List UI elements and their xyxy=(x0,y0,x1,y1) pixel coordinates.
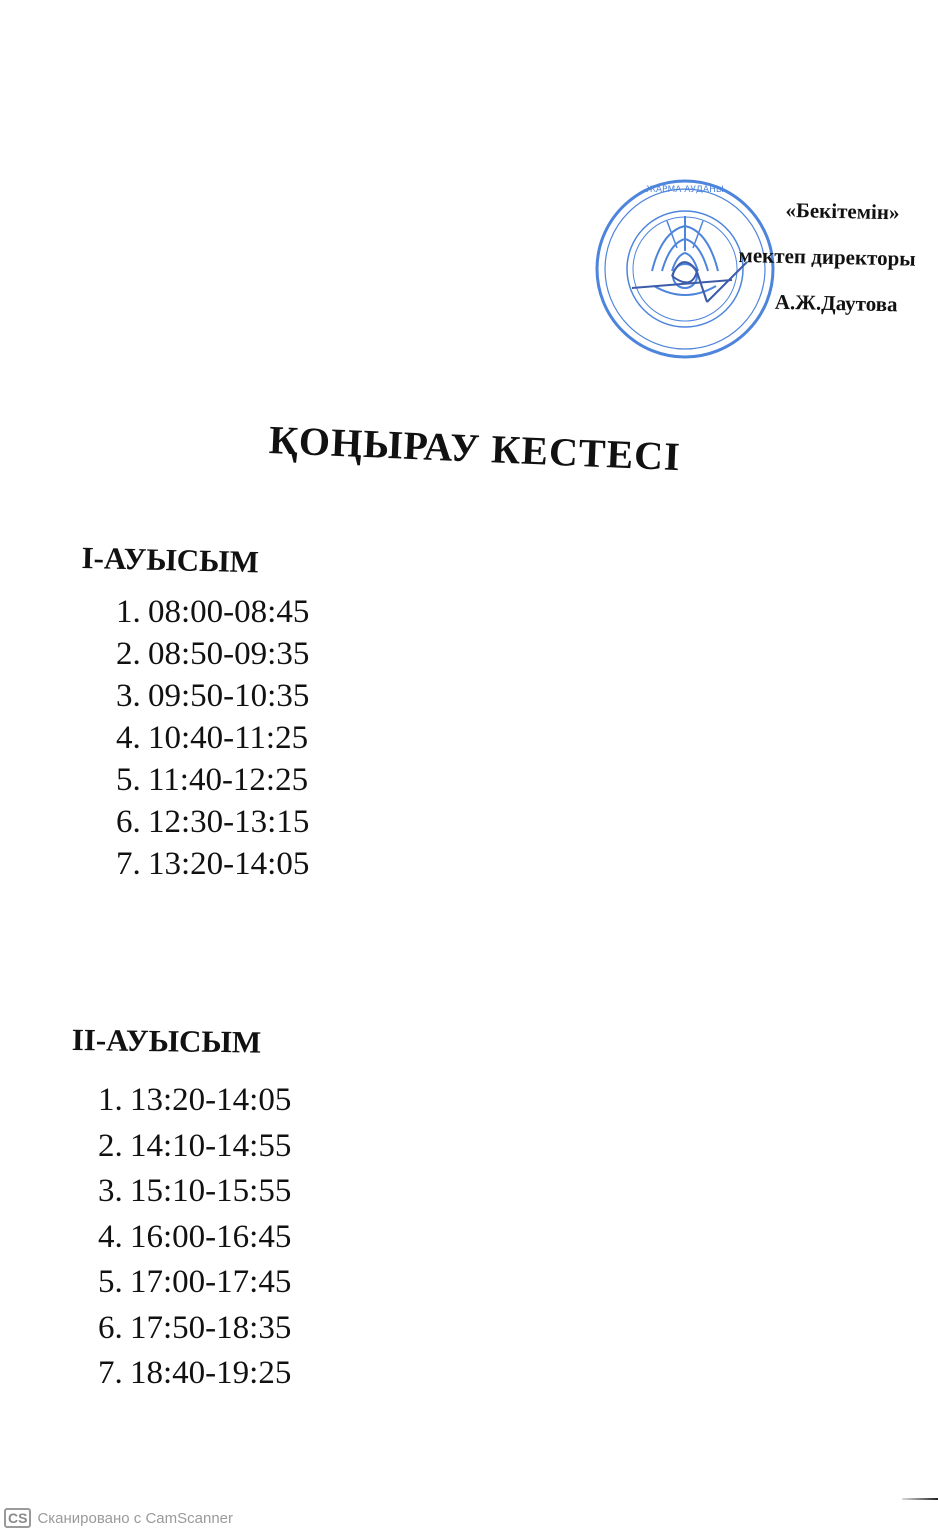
camscanner-logo-icon: CS xyxy=(4,1508,31,1528)
approver-position: мектеп директоры xyxy=(738,242,916,271)
lesson-row: 3. 15:10-15:55 xyxy=(98,1173,292,1209)
lesson-row: 3. 09:50-10:35 xyxy=(116,678,310,714)
watermark-text: Сканировано с CamScanner xyxy=(37,1509,234,1527)
lesson-time: 16:00-16:45 xyxy=(130,1218,292,1255)
svg-text:ЖАРМА АУДАНЫ: ЖАРМА АУДАНЫ xyxy=(646,185,724,195)
lesson-row: 4. 10:40-11:25 xyxy=(116,720,309,756)
shift-1-heading: I-АУЫСЫМ xyxy=(81,540,260,580)
approver-name: А.Ж.Даутова xyxy=(774,289,898,317)
lesson-time: 13:20-14:05 xyxy=(148,846,310,882)
lesson-row: 5. 17:00-17:45 xyxy=(98,1264,292,1300)
lesson-time: 12:30-13:15 xyxy=(148,804,310,840)
shift-2-schedule xyxy=(98,1082,291,1401)
lesson-time: 14:10-14:55 xyxy=(130,1127,292,1164)
lesson-row: 5. 11:40-12:25 xyxy=(116,762,309,798)
shift-2-heading: II-АУЫСЫМ xyxy=(71,1022,262,1060)
approval-block xyxy=(737,186,916,327)
camscanner-watermark xyxy=(4,1508,233,1528)
document-title: ҚОҢЫРАУ КЕСТЕСІ xyxy=(268,416,682,480)
approval-label: «Бекітемін» xyxy=(785,197,900,225)
shift-1-schedule xyxy=(116,594,309,888)
lesson-row: 2. 14:10-14:55 xyxy=(98,1127,292,1164)
lesson-time: 13:20-14:05 xyxy=(130,1082,292,1118)
lesson-time: 08:50-09:35 xyxy=(148,636,310,672)
lesson-row: 6. 17:50-18:35 xyxy=(98,1309,292,1346)
lesson-time: 09:50-10:35 xyxy=(148,678,310,714)
lesson-time: 08:00-08:45 xyxy=(148,594,310,630)
lesson-time: 15:10-15:55 xyxy=(130,1173,292,1209)
lesson-row: 1. 13:20-14:05 xyxy=(98,1082,292,1118)
lesson-row: 4. 16:00-16:45 xyxy=(98,1218,292,1255)
lesson-time: 18:40-19:25 xyxy=(130,1355,292,1391)
lesson-row: 6. 12:30-13:15 xyxy=(116,804,310,840)
lesson-row: 7. 18:40-19:25 xyxy=(98,1355,292,1391)
lesson-row: 2. 08:50-09:35 xyxy=(116,636,310,672)
lesson-time: 17:00-17:45 xyxy=(130,1264,292,1300)
lesson-time: 10:40-11:25 xyxy=(148,720,309,756)
lesson-row: 7. 13:20-14:05 xyxy=(116,846,310,882)
lesson-row: 1. 08:00-08:45 xyxy=(116,594,310,630)
lesson-time: 11:40-12:25 xyxy=(148,762,309,798)
scan-edge-line xyxy=(902,1498,938,1500)
lesson-time: 17:50-18:35 xyxy=(130,1309,292,1346)
